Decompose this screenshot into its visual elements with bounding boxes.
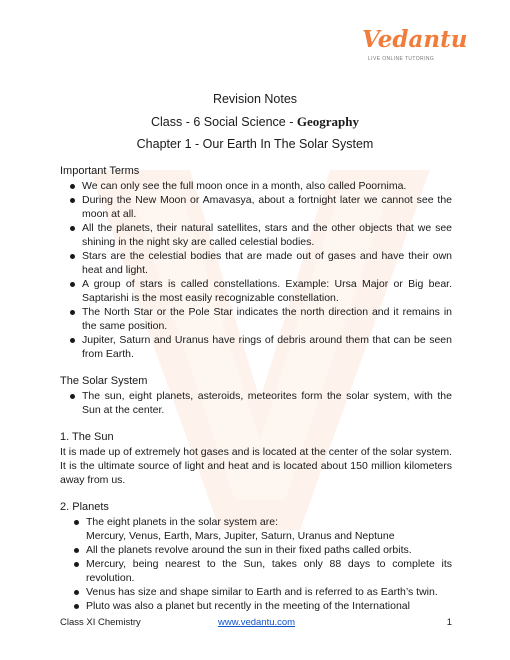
sun-paragraph: It is made up of extremely hot gases and is located at the center of the solar system. It is the ultimate source of light and heat and is located about 150 million kilometers away from us. <box>60 446 452 486</box>
section-heading-important-terms: Important Terms <box>60 165 140 177</box>
list-item: We can only see the full moon once in a month, also called Poornima. <box>60 179 452 193</box>
vedantu-logo <box>362 26 466 72</box>
page-number: 1 <box>446 617 452 628</box>
list-item: All the planets, their natural satellites, stars and the other objects that we see shining in the night sky are called celestial bodies. <box>60 221 452 249</box>
doc-title: Revision Notes <box>212 92 298 106</box>
class-label: Class - 6 Social Science - <box>150 115 297 129</box>
list-item: Jupiter, Saturn and Uranus have rings of debris around them that can be seen from Earth. <box>60 333 452 361</box>
planets-list <box>60 515 452 613</box>
list-item: Stars are the celestial bodies that are made out of gases and have their own heat and light. <box>60 249 452 277</box>
list-item: Pluto was also a planet but recently in the meeting of the International <box>60 599 452 613</box>
solar-system-list <box>60 389 452 417</box>
planet-names: Mercury, Venus, Earth, Mars, Jupiter, Saturn, Uranus and Neptune <box>86 530 395 542</box>
footer-label: Class XI Chemistry <box>60 617 141 628</box>
list-item-text: The eight planets in the solar system are: <box>86 516 279 528</box>
subject-label: Geography <box>296 114 359 129</box>
list-item: The sun, eight planets, asteroids, meteorites form the solar system, with the Sun at the center. <box>60 389 452 417</box>
list-item: A group of stars is called constellations. Example: Ursa Major or Big bear. Saptarishi is the most easily recognizable constellation. <box>60 277 452 305</box>
important-terms-list <box>60 179 452 361</box>
list-item: Venus has size and shape similar to Earth and is referred to as Earth’s twin. <box>60 585 452 599</box>
list-item: The North Star or the Pole Star indicates the north direction and it remains in the same position. <box>60 305 452 333</box>
doc-class-line <box>0 114 510 130</box>
notes-body <box>60 164 452 613</box>
section-heading-planets: 2. Planets <box>60 501 109 513</box>
section-heading-sun: 1. The Sun <box>60 431 114 443</box>
logo-brand: Vedantu <box>362 26 468 53</box>
list-item: All the planets revolve around the sun in their fixed paths called orbits. <box>60 543 452 557</box>
list-item: During the New Moon or Amavasya, about a fortnight later we cannot see the moon at all. <box>60 193 452 221</box>
logo-tagline: LIVE ONLINE TUTORING <box>368 56 435 62</box>
list-item: Mercury, being nearest to the Sun, takes only 88 days to complete its revolution. <box>60 557 452 585</box>
section-heading-solar-system: The Solar System <box>60 375 148 387</box>
footer-link[interactable]: www.vedantu.com <box>218 617 296 628</box>
list-item <box>60 515 452 543</box>
chapter-title: Chapter 1 - Our Earth In The Solar System <box>136 137 374 151</box>
